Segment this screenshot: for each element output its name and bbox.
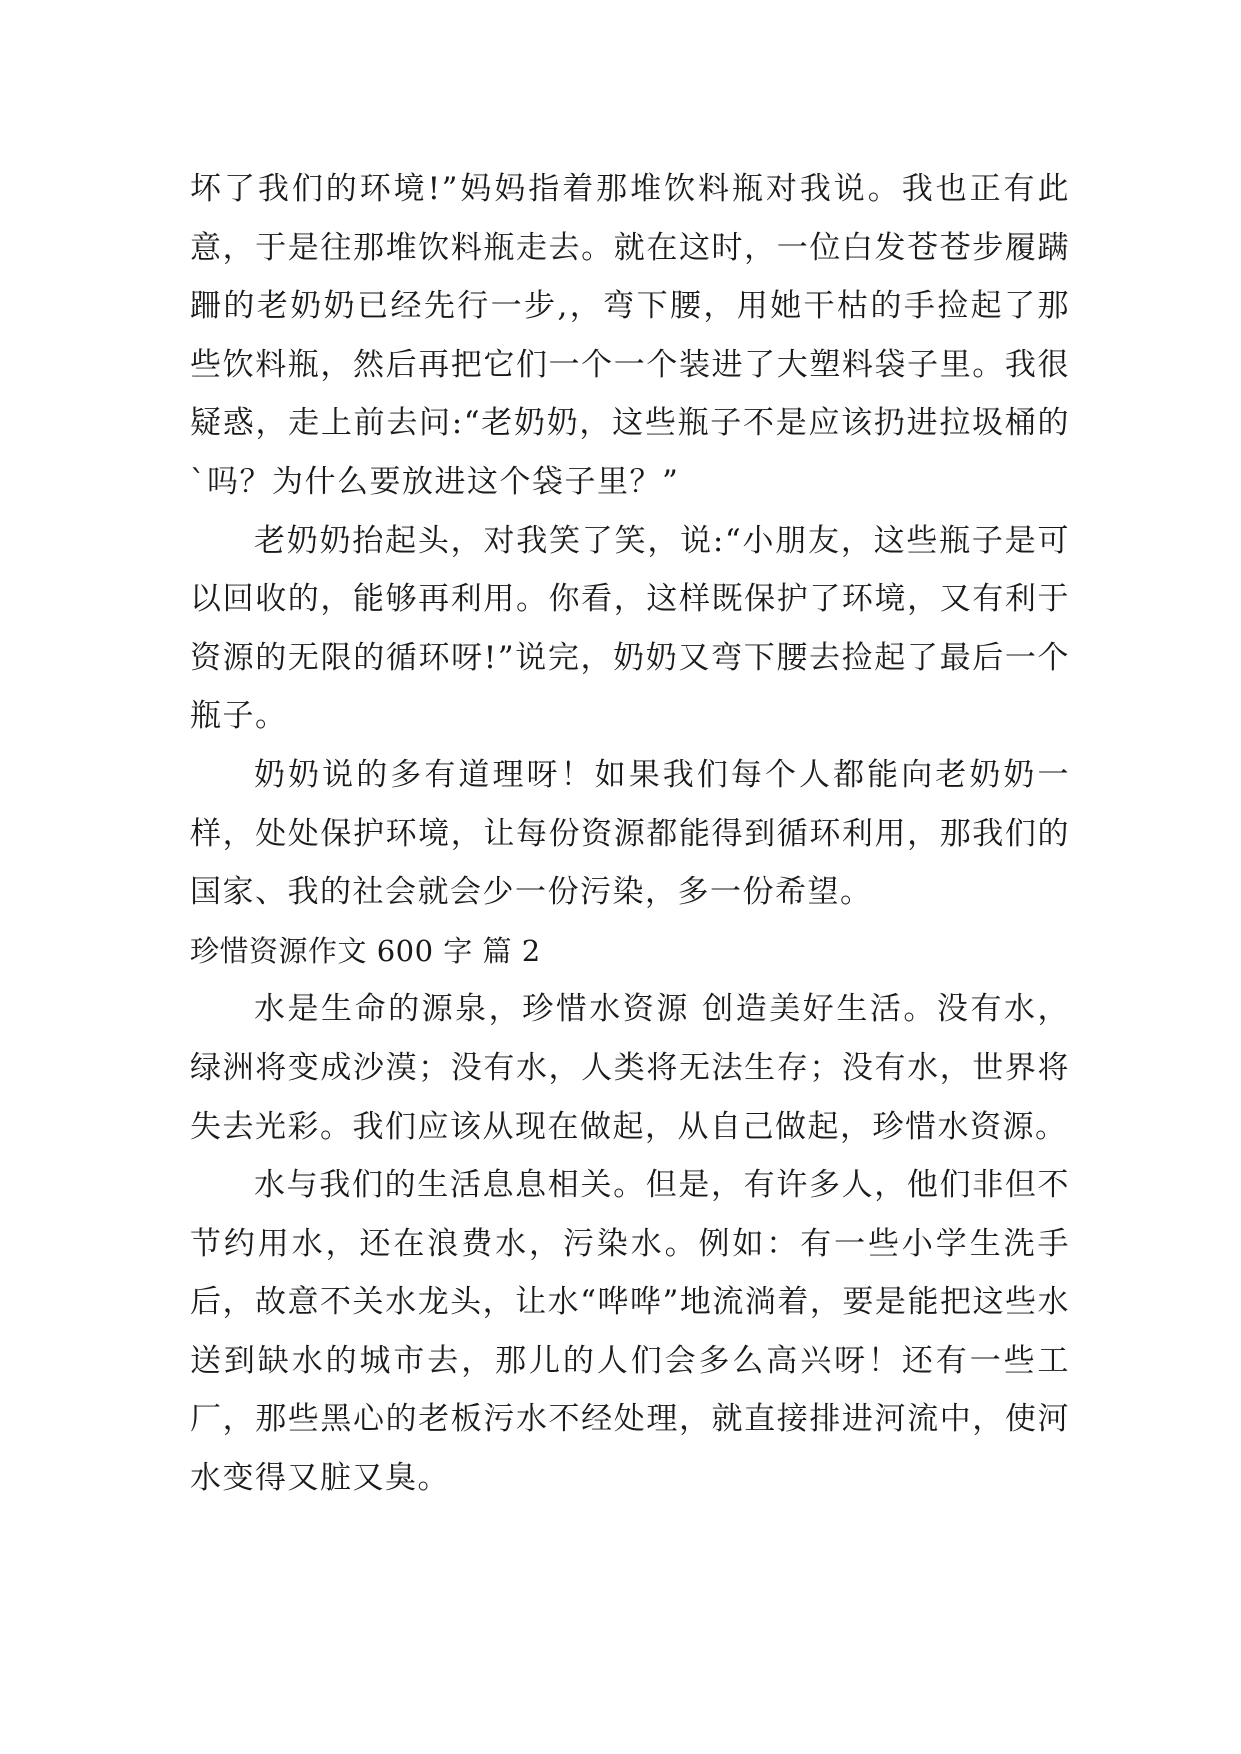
section-heading: 珍惜资源作文 600 字 篇 2: [190, 933, 541, 968]
document-body: [190, 160, 1070, 1508]
paragraph-mother-remark: 坏了我们的环境!”妈妈指着那堆饮料瓶对我说。我也正有此意，于是往那堆饮料瓶走去。就在这时，一位白发苍苍步履蹒跚的老奶奶已经先行一步,，弯下腰，用她干枯的手捡起了那些饮料瓶，然后再把它们一个一个装进了大塑料袋子里。我很疑惑，走上前去问:“老奶奶，这些瓶子不是应该扔进拉圾桶的`吗？为什么要放进这个袋子里？”: [190, 171, 1070, 500]
paragraph-grandma-reply: 老奶奶抬起头，对我笑了笑，说:“小朋友，这些瓶子是可以回收的，能够再利用。你看，这样既保护了环境，又有利于资源的无限的循环呀!”说完，奶奶又弯下腰去捡起了最后一个瓶子。: [190, 522, 1070, 735]
paragraph-water-source: 水是生命的源泉，珍惜水资源 创造美好生活。没有水，绿洲将变成沙漠；没有水，人类将无法生存；没有水，世界将失去光彩。我们应该从现在做起，从自己做起，珍惜水资源。: [190, 991, 1070, 1145]
paragraph-water-waste: 水与我们的生活息息相关。但是，有许多人，他们非但不节约用水，还在浪费水，污染水。例如：有一些小学生洗手后，故意不关水龙头，让水“哗哗”地流淌着，要是能把这些水送到缺水的城市去，那儿的人们会多么高兴呀！还有一些工厂，那些黑心的老板污水不经处理，就直接排进河流中，使河水变得又脏又臭。: [190, 1167, 1070, 1497]
paragraph-reflection: 奶奶说的多有道理呀！如果我们每个人都能向老奶奶一样，处处保护环境，让每份资源都能得到循环利用，那我们的国家、我的社会就会少一份污染，多一份希望。: [190, 756, 1070, 911]
